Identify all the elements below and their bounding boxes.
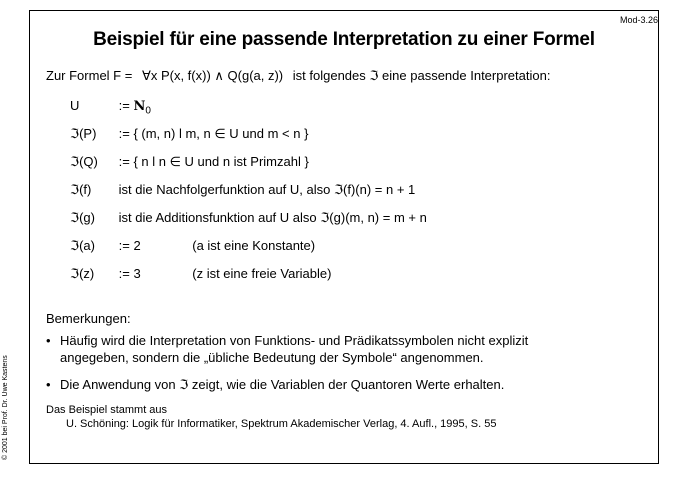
definition-row-z <box>70 266 331 282</box>
row-definition: := 3 <box>118 266 141 281</box>
bullet-icon: • <box>46 377 51 392</box>
source-heading: Das Beispiel stammt aus <box>46 404 168 416</box>
slide-title: Beispiel für eine passende Interpretation zu einer Formel <box>93 29 595 50</box>
copyright-notice: © 2001 bei Prof. Dr. Uwe Kastens <box>2 355 9 460</box>
row-symbol: ℑ(a) <box>70 238 95 253</box>
intro-formula: ∀x P(x, f(x)) ∧ Q(g(a, z)) <box>141 68 284 83</box>
intro-lead: Zur Formel F = <box>46 68 133 83</box>
row-symbol: ℑ(z) <box>70 266 95 281</box>
remark-item <box>46 376 504 393</box>
row-note: (z ist eine freie Variable) <box>192 266 332 281</box>
row-definition: ist die Nachfolgerfunktion auf U, also ℑ(f)(n) = n + 1 <box>118 182 416 197</box>
intro-line <box>46 68 556 84</box>
definition-row-g <box>70 210 427 226</box>
natural-numbers-symbol: $N_0$ <box>133 99 151 117</box>
row-symbol: ℑ(f) <box>70 182 92 197</box>
remarks-heading: Bemerkungen: <box>46 311 131 326</box>
intro-tail: ist folgendes ℑ eine passende Interpretation: <box>292 68 551 83</box>
row-definition: ist die Additionsfunktion auf U also ℑ(g)(m, n) = m + n <box>118 210 427 225</box>
definition-row-a <box>70 238 315 254</box>
definition-row-universe <box>70 98 151 117</box>
row-definition: := 2 <box>118 238 141 253</box>
row-definition: := { (m, n) l m, n ∈ U und m < n } <box>118 126 309 141</box>
source-citation: U. Schöning: Logik für Informatiker, Spektrum Akademischer Verlag, 4. Aufl., 1995, S. 55 <box>66 418 497 430</box>
remark-item <box>46 332 528 366</box>
row-definition: := { n l n ∈ U und n ist Primzahl } <box>118 154 309 169</box>
row-definition: := <box>118 98 130 113</box>
definition-row-f <box>70 182 415 198</box>
row-symbol: U <box>70 98 80 113</box>
remark-line: Die Anwendung von ℑ zeigt, wie die Variablen der Quantoren Werte erhalten. <box>60 377 505 392</box>
row-note: (a ist eine Konstante) <box>192 238 316 253</box>
row-symbol: ℑ(P) <box>70 126 97 141</box>
bullet-icon: • <box>46 333 51 348</box>
slide-id: Mod-3.26 <box>619 15 658 25</box>
definition-row-q <box>70 154 309 170</box>
remark-line: angegeben, sondern die „übliche Bedeutung der Symbole“ angenommen. <box>60 350 484 365</box>
row-symbol: ℑ(Q) <box>70 154 98 169</box>
definition-row-p <box>70 126 308 142</box>
row-symbol: ℑ(g) <box>70 210 95 225</box>
remark-line: Häufig wird die Interpretation von Funktions- und Prädikatssymbolen nicht explizit <box>60 333 529 348</box>
